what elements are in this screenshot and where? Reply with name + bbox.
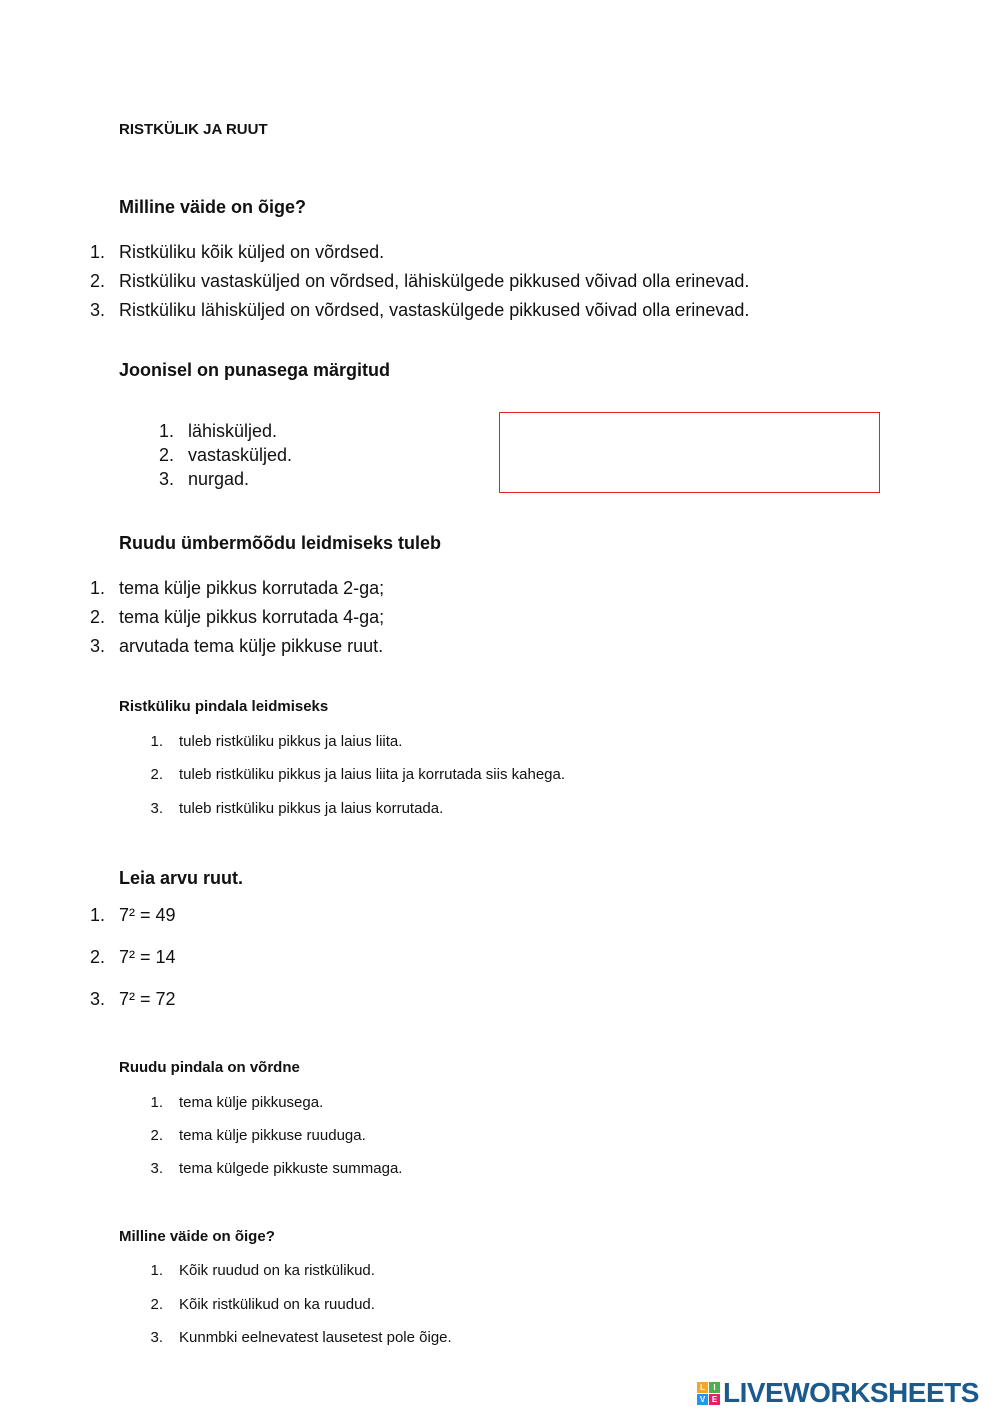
question-4-option-3[interactable]: 3. tuleb ristküliku pikkus ja laius korrutada. [150,800,444,817]
question-2-option-1[interactable]: 1. lähisküljed. [158,421,278,441]
logo-mark-icon: L I V E [697,1382,720,1405]
question-4-prompt: Ristküliku pindala leidmiseks [119,698,329,715]
question-7-option-2[interactable]: 2. Kõik ristkülikud on ka ruudud. [150,1296,375,1313]
question-5-option-1[interactable]: 1. 7² = 49 [89,905,176,925]
red-rectangle-figure [499,412,880,493]
question-3-option-3[interactable]: 3. arvutada tema külje pikkuse ruut. [89,636,384,656]
logo-text: LIVEWORKSHEETS [723,1377,979,1408]
question-1-option-1[interactable]: 1. Ristküliku kõik küljed on võrdsed. [89,242,385,262]
question-3-prompt: Ruudu ümbermõõdu leidmiseks tuleb [119,533,442,553]
question-6-prompt: Ruudu pindala on võrdne [119,1059,300,1076]
question-7-option-3[interactable]: 3. Kunmbki eelnevatest lausetest pole õige. [150,1329,452,1346]
question-6-option-2[interactable]: 2. tema külje pikkuse ruuduga. [150,1127,366,1144]
question-4-option-2[interactable]: 2. tuleb ristküliku pikkus ja laius liita ja korrutada siis kahega. [150,766,566,783]
worksheet-title: RISTKÜLIK JA RUUT [119,121,268,138]
question-5-option-2[interactable]: 2. 7² = 14 [89,947,176,967]
question-5-option-3[interactable]: 3. 7² = 72 [89,989,176,1009]
question-3-option-1[interactable]: 1. tema külje pikkus korrutada 2-ga; [89,578,385,598]
question-6-option-3[interactable]: 3. tema külgede pikkuste summaga. [150,1160,403,1177]
question-4-option-1[interactable]: 1. tuleb ristküliku pikkus ja laius liita. [150,733,403,750]
question-7-option-1[interactable]: 1. Kõik ruudud on ka ristkülikud. [150,1262,375,1279]
question-2-prompt: Joonisel on punasega märgitud [119,360,391,380]
question-2-option-3[interactable]: 3. nurgad. [158,469,250,489]
question-1-prompt: Milline väide on õige? [119,197,307,217]
question-2-option-2[interactable]: 2. vastasküljed. [158,445,293,465]
question-5-prompt: Leia arvu ruut. [119,868,244,888]
liveworksheets-logo [697,1377,979,1409]
question-1-option-3[interactable]: 3. Ristküliku lähisküljed on võrdsed, vastaskülgede pikkused võivad olla erinevad. [89,300,750,320]
question-6-option-1[interactable]: 1. tema külje pikkusega. [150,1094,324,1111]
question-3-option-2[interactable]: 2. tema külje pikkus korrutada 4-ga; [89,607,385,627]
question-1-option-2[interactable]: 2. Ristküliku vastasküljed on võrdsed, lähiskülgede pikkused võivad olla erinevad. [89,271,750,291]
question-7-prompt: Milline väide on õige? [119,1228,275,1245]
